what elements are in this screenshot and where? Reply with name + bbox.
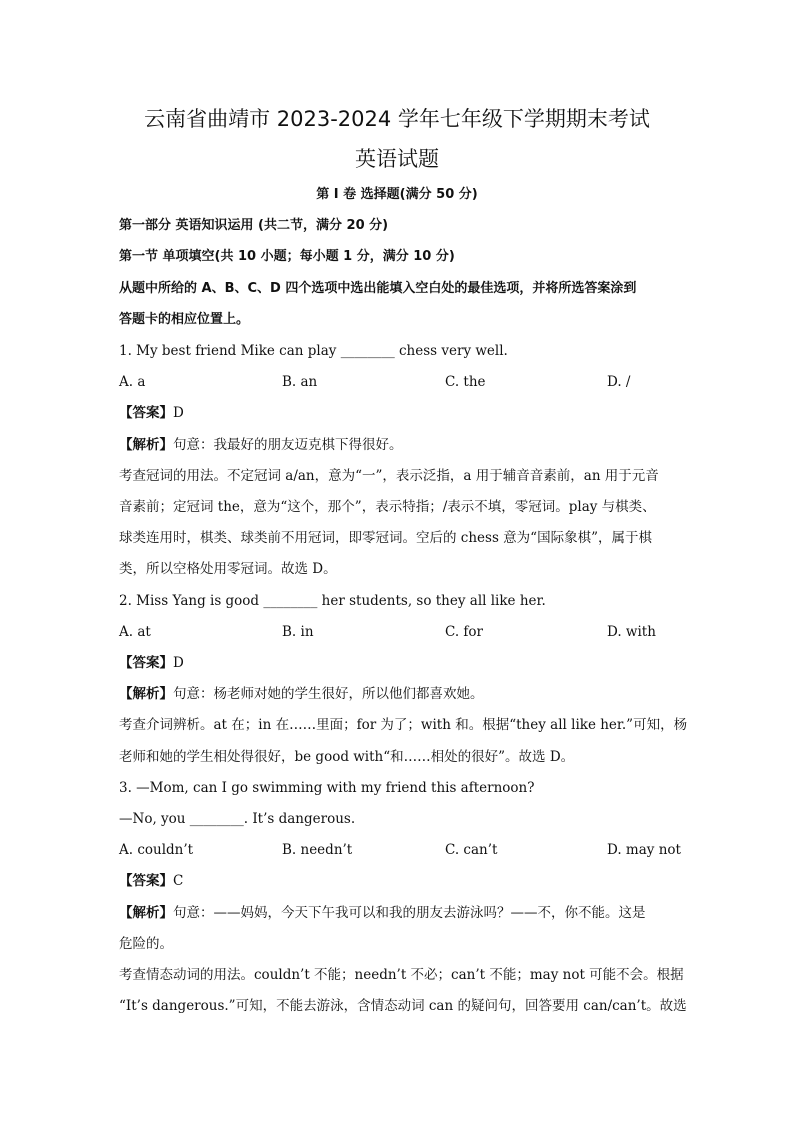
answer-value: D: [173, 405, 184, 421]
analysis-text: 句意：我最好的朋友迈克棋下得很好。: [173, 437, 403, 453]
option-b: B. needn’t: [282, 842, 353, 858]
option-d: D. may not: [607, 842, 681, 858]
option-c: C. for: [445, 624, 484, 640]
answer-line: [119, 404, 184, 422]
answer-tag: 【答案】: [119, 873, 173, 889]
analysis-text: 考查介词辨析。at 在；in 在……里面；for 为了；with 和。根据“they all like her.”可知，杨: [119, 717, 688, 733]
question-stem: 3. —Mom, can I go swimming with my friend this afternoon?: [119, 780, 535, 796]
answer-tag: 【答案】: [119, 405, 173, 421]
page-subtitle: 英语试题: [355, 147, 439, 171]
section-heading: 第一部分 英语知识运用 (共二节，满分 20 分): [119, 218, 389, 233]
option-d: D. /: [607, 374, 631, 390]
option-b: B. an: [282, 374, 318, 390]
subsection-heading: 第一节 单项填空(共 10 小题；每小题 1 分，满分 10 分): [119, 249, 455, 264]
instruction-line-1: 从题中所给的 A、B、C、D 四个选项中选出能填入空白处的最佳选项，并将所选答案涂到: [119, 281, 637, 296]
analysis-text: 考查情态动词的用法。couldn’t 不能；needn’t 不必；can’t 不能；may not 可能不会。根据: [119, 967, 684, 983]
analysis-text: 考查冠词的用法。不定冠词 a/an，意为“一”，表示泛指，a 用于辅音音素前，an 用于元音: [119, 468, 659, 484]
option-a: A. couldn’t: [119, 842, 194, 858]
analysis-text: 音素前；定冠词 the，意为“这个，那个”，表示特指；/表示不填，零冠词。play 与棋类、: [119, 499, 656, 515]
question-stem: 2. Miss Yang is good ________ her students, so they all like her.: [119, 593, 546, 609]
answer-value: D: [173, 655, 184, 671]
answer-tag: 【答案】: [119, 655, 173, 671]
analysis-text: 老师和她的学生相处得很好，be good with“和……相处的很好”。故选 D。: [119, 749, 575, 765]
analysis-text: 句意：杨老师对她的学生很好，所以他们都喜欢她。: [173, 686, 484, 702]
analysis-tag: 【解析】: [119, 437, 173, 453]
option-b: B. in: [282, 624, 314, 640]
analysis-text: 危险的。: [119, 936, 173, 952]
option-d: D. with: [607, 624, 656, 640]
option-c: C. can’t: [445, 842, 498, 858]
page-title: 云南省曲靖市 2023-2024 学年七年级下学期期末考试: [144, 107, 650, 131]
option-a: A. at: [119, 624, 151, 640]
part-title: 第 I 卷 选择题(满分 50 分): [316, 187, 478, 202]
question-stem-reply: —No, you ________. It’s dangerous.: [119, 811, 356, 827]
answer-line: [119, 872, 183, 890]
question-stem: 1. My best friend Mike can play ________ chess very well.: [119, 343, 508, 359]
option-c: C. the: [445, 374, 486, 390]
analysis-text: 句意：——妈妈，今天下午我可以和我的朋友去游泳吗？——不，你不能。这是: [173, 905, 646, 921]
answer-line: [119, 654, 184, 672]
analysis-text: 球类连用时，棋类、球类前不用冠词，即零冠词。空后的 chess 意为“国际象棋”，属于棋: [119, 530, 652, 546]
analysis-line: [119, 904, 646, 922]
analysis-line: [119, 685, 484, 703]
instruction-line-2: 答题卡的相应位置上。: [119, 312, 250, 327]
analysis-line: [119, 436, 403, 454]
analysis-tag: 【解析】: [119, 686, 173, 702]
analysis-tag: 【解析】: [119, 905, 173, 921]
analysis-text: “It’s dangerous.”可知，不能去游泳，含情态动词 can 的疑问句，回答要用 can/can’t。故选: [119, 998, 687, 1014]
answer-value: C: [173, 873, 184, 889]
analysis-text: 类，所以空格处用零冠词。故选 D。: [119, 561, 337, 577]
option-a: A. a: [119, 374, 146, 390]
